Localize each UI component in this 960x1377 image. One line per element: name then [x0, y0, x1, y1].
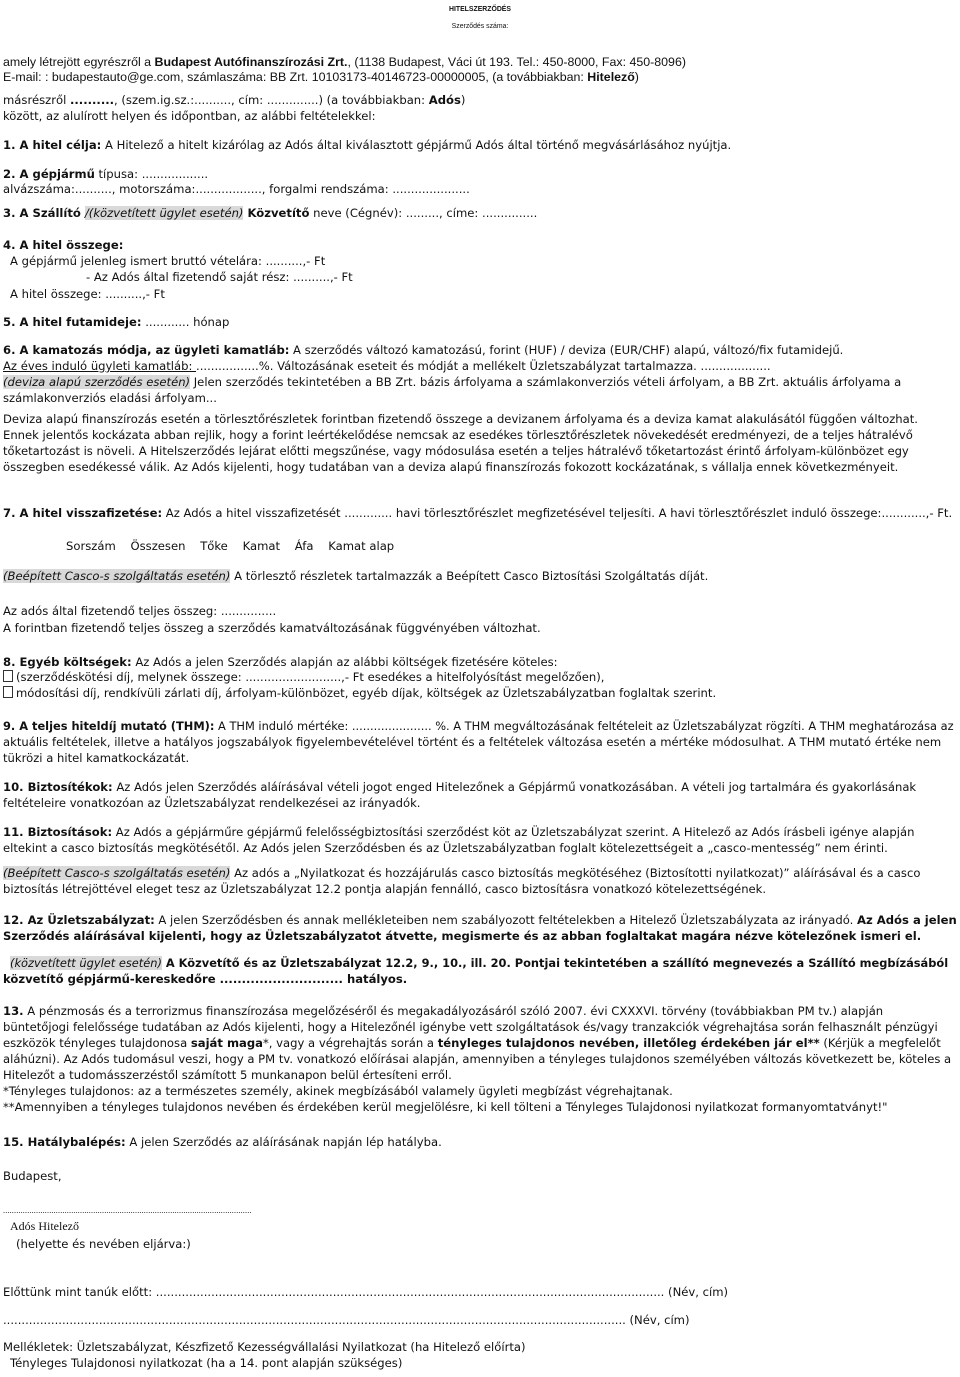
borrower-role: Adós — [428, 93, 461, 107]
section-heading: 10. Biztosítékok: — [3, 780, 113, 794]
loan-amount: A hitel összege: ..........,- Ft — [10, 287, 165, 301]
section-text: eszközök tényleges tulajdonosa — [3, 1036, 191, 1050]
section-text: Az Adós jelen Szerződés aláírásával vételi jogot enged Hitelezőnek a Gépjármű vonatkozásában. A vételi jog tartalmára és gyakorlásának — [112, 780, 917, 794]
section-3 — [3, 206, 537, 221]
table-header-cell: Sorszám — [66, 539, 116, 553]
section-heading: 13. — [3, 1004, 24, 1018]
insurance-line-2: eltekint a casco biztosítás megkötésétől. Az Adós jelen Szerződésben és az Üzletszabályzatban foglalt kötelezettségeit a „casco-mentesség” nem érinti. — [3, 841, 888, 855]
section-heading: 3. A Szállító — [3, 206, 85, 220]
initial-rate-value: .................%. Változásának eseteit és módját a mellékelt Üzletszabályzat tartalmazza. ................... — [196, 359, 771, 373]
footnote-2: **Amennyiben a tényleges tulajdonos nevében és érdekében kerül megjelölésre, ki kell tölteni a Tényleges Tulajdonosi nyilatkozat formanyomtatványt!" — [3, 1100, 888, 1114]
intermediary-label: Közvetítő — [243, 206, 310, 220]
witness-line-2: ......................................................................................................................................................................... (Név, cím) — [3, 1313, 690, 1327]
section-bold-text: Az Adós a jelen — [857, 913, 957, 927]
fee-text: módosítási díj, rendkívüli zárlati díj, árfolyam-különbözet, egyéb díjak, költségek az Üzletszabályzatban foglaltak szerint. — [16, 686, 717, 700]
thm-line-3: tükrözi a hitel kamatkockázatát. — [3, 751, 190, 765]
signature-line: ................................................................................................................. — [3, 1206, 252, 1215]
section-heading: 5. A hitel futamideje: — [3, 315, 142, 329]
insurance-casco-line — [3, 866, 920, 881]
section-8 — [3, 655, 558, 670]
section-13 — [3, 1004, 883, 1019]
total-payable-note: A forintban fizetendő teljes összeg a szerződés kamatváltozásának függvényében változhat. — [3, 621, 541, 635]
footnote-1: *Tényleges tulajdonos: az a természetes személy, akinek megbízásából valamely ügyleti megbízást végrehajtanak. — [3, 1084, 673, 1098]
fx-loan-highlight: (deviza alapú szerződés esetén) — [3, 375, 191, 389]
section-text: Jelen szerződés tekintetében a BB Zrt. bázis árfolyama a számlakonverziós vételi árfolyam, a BB Zrt. aktuális árfolyama a — [190, 375, 902, 389]
fee-item-1 — [3, 670, 604, 685]
section-text: A jelen Szerződés az aláírásának napján lép hatályba. — [125, 1135, 442, 1149]
section-heading: 4. A hitel összege: — [3, 238, 124, 252]
fee-text: (szerződéskötési díj, melynek összege: ..........................,- Ft esedékes a hitelfolyósítást megelőzően), — [16, 670, 605, 684]
contract-number-label: Szerződés száma: — [451, 23, 509, 30]
supplier-name-address: neve (Cégnév): ........., címe: ............... — [309, 206, 538, 220]
own-contribution: - Az Adós által fizetendő saját rész: ..........,- Ft — [86, 270, 353, 284]
section-heading: 12. Az Üzletszabályzat: — [3, 913, 155, 927]
checkbox-icon[interactable] — [3, 670, 13, 682]
section-4-heading — [3, 238, 123, 253]
section-heading: 7. A hitel visszafizetése: — [3, 506, 163, 520]
casco-line — [3, 569, 708, 584]
section-1 — [3, 138, 731, 153]
section-text: Az Adós a gépjárműre gépjármű felelősségbiztosítási szerződést köt az Üzletszabályzat szerint. A Hitelező az Adós írásbeli igénye alapján — [112, 825, 915, 839]
section-bold-text: tényleges tulajdonos nevében, illetőleg érdekében jár el** — [437, 1036, 820, 1050]
vehicle-identifiers: alvázszáma:.........., motorszáma:.................., forgalmi rendszáma: ..................... — [3, 182, 470, 196]
section-11 — [3, 825, 914, 840]
section-bold-text: Szerződés aláírásával kijelenti, hogy az Üzletszabályzatot átvette, megismerte és az abban foglaltakat magára nézve kötelezőnek ismeri el. — [3, 929, 922, 943]
fx-risk-line-1: Deviza alapú finanszírozás esetén a törlesztőrészletek forintban fizetendő összege a devizanem árfolyama és a deviza kamat alakulásától függően változhat. — [3, 412, 918, 426]
section-text: A jelen Szerződésben és annak mellékleteiben nem szabályozott feltételekben a Hitelező Üzletszabályzata az irányadó. — [154, 913, 858, 927]
brokered-deal-highlight: (közvetített ügylet esetén) — [10, 956, 162, 970]
section-7 — [3, 506, 952, 521]
aml-line-5: Hitelezőt a tudomásszerzéstől számított 5 munkanapon belül értesíteni erről. — [3, 1068, 452, 1082]
section-heading: 9. A teljes hiteldíj mutató (THM): — [3, 719, 215, 733]
document-title: HITELSZERZŐDÉS — [448, 6, 512, 13]
section-text: A szerződés változó kamatozású, forint (HUF) / deviza (EUR/CHF) alapú, változó/fix futamidejű. — [289, 343, 844, 357]
vehicle-type: típusa: .................. — [94, 167, 209, 181]
borrower-id-address: , (szem.ig.sz.:.........., cím: ..............) (a továbbiakban: — [114, 93, 429, 107]
collateral-line-2: feltételeire vonatkozóan az Üzletszabályzat rendelkezései az irányadók. — [3, 796, 421, 810]
repayment-table-header — [66, 539, 394, 554]
interest-rate-line — [3, 359, 771, 374]
creditor-signatory: Adós Hitelező — [10, 1219, 79, 1233]
section-bold-text: közvetítő gépjármű-kereskedőre ............................ hatályos. — [3, 972, 408, 986]
section-text: A pénzmosás és a terrorizmus finanszírozása megelőzéséről és megakadályozásáról szóló 2007. évi CXXXVI. törvény (továbbiakban PM tv.) alapján — [23, 1004, 884, 1018]
intro-line-1 — [3, 55, 686, 70]
vehicle-price: A gépjármű jelenleg ismert bruttó vételára: ..........,- Ft — [10, 254, 326, 268]
attachments-line-1: Mellékletek: Üzletszabályzat, Készfizető Kezességvállalási Nyilatkozat (ha Hitelező előírta) — [3, 1340, 526, 1354]
fee-item-2 — [3, 686, 716, 701]
section-heading: 6. A kamatozás módja, az ügyleti kamatláb: — [3, 343, 290, 357]
intro-line-2 — [3, 70, 639, 85]
thm-line-2: aktuális feltételek, illetve a hatályos jogszabályok figyelembevételével történt és a feltételek változása esetén a mértéke módosulhat. A THM mutató értéke nem — [3, 735, 942, 749]
borrower-name-blank: .......... — [69, 93, 115, 107]
section-text: (Kérjük a megfelelőt — [819, 1036, 941, 1050]
table-header-cell: Kamat — [242, 539, 281, 553]
intro-text: amely létrejött egyrészről a — [3, 55, 155, 69]
section-2 — [3, 167, 208, 182]
initial-rate-label: Az éves induló ügyleti kamatláb: — [3, 359, 197, 373]
attachments-line-2: Tényleges Tulajdonosi nyilatkozat (ha a 14. pont alapján szükséges) — [10, 1356, 403, 1370]
section-15 — [3, 1135, 442, 1150]
terms-acceptance — [3, 929, 921, 944]
table-header-cell: Tőke — [200, 539, 228, 553]
intro-text: ) — [634, 70, 639, 84]
intermediary-terms-2 — [3, 972, 407, 987]
lender-address: , (1138 Budapest, Váci út 193. Tel.: 450-8000, Fax: 450-8096) — [347, 55, 686, 69]
table-header-cell: Kamat alap — [328, 539, 395, 553]
section-10 — [3, 780, 916, 795]
fx-risk-line-2: Ennek jelentős kockázata abban rejlik, hogy a forint leértékelődése nemcsak az esedékes törlesztőrészletek növekedését eredményezi, de a teljes hátralévő — [3, 428, 913, 442]
insurance-line-4: biztosítás létrejöttével eleget tesz az Üzletszabályzat 12.2 pontja alapján fennálló, casco biztosításra vonatkozó kötelezettségének. — [3, 882, 767, 896]
total-payable: Az adós által fizetendő teljes összeg: ............... — [3, 604, 277, 618]
intro-line-4: között, az alulírott helyen és időpontban, az alábbi feltételekkel: — [3, 109, 376, 123]
intermediary-terms — [10, 956, 948, 971]
brokered-deal-highlight: /(közvetített ügylet esetén) — [84, 206, 244, 220]
loan-term: ............ hónap — [145, 315, 230, 329]
section-text: Az Adós a jelen Szerződés alapján az alábbi költségek fizetésére köteles: — [131, 655, 558, 669]
section-5 — [3, 315, 229, 330]
section-6 — [3, 343, 843, 358]
section-bold-text: saját maga — [190, 1036, 263, 1050]
fx-risk-line-3: tőketartozást is növeli. A Hitelszerződés lejárat előtti megszűnése, vagy módosulása esetén a teljes hátralévő tőketartozást érintő árfolyam-különbözet egy — [3, 444, 909, 458]
lender-contact: E-mail: : budapestauto@ge.com, számlaszáma: BB Zrt. 10103173-40146723-00000005, (a továbbiakban: — [3, 70, 588, 84]
aml-line-2: büntetőjogi felelőssége tudatában az Adós kijelenti, hogy a Hitelezőnél igénybe vett szolgáltatások és/vagy tranzakciók végrehajtása során felhasznált pénzügyi — [3, 1020, 938, 1034]
section-text: Az adós a „Nyilatkozat és hozzájárulás casco biztosítás megkötéséhez (Biztosítotti nyilatkozat)” aláírásával és a casco — [230, 866, 921, 880]
section-text: *, vagy a végrehajtás során a — [263, 1036, 438, 1050]
casco-highlight: (Beépített Casco-s szolgáltatás esetén) — [3, 569, 231, 583]
table-header-cell: Összesen — [130, 539, 186, 553]
aml-line-4: aláhúzni). Az Adós tudomásul veszi, hogy a PM tv. vonatkozó előírásai alapján, amennyiben a tényleges tulajdonos személyében változás következett be, köteles a — [3, 1052, 952, 1066]
section-text: A THM induló mértéke: ...................... %. A THM megváltozásának feltételeit az Üzletszabályzat rögzíti. A THM meghatározása az — [214, 719, 954, 733]
section-heading: 1. A hitel célja: — [3, 138, 102, 152]
fx-rate-line — [3, 375, 901, 390]
signing-place: Budapest, — [3, 1169, 62, 1183]
checkbox-icon[interactable] — [3, 686, 13, 698]
section-heading: 11. Biztosítások: — [3, 825, 113, 839]
aml-line-3 — [3, 1036, 941, 1051]
lender-role: Hitelező — [587, 70, 635, 84]
casco-highlight: (Beépített Casco-s szolgáltatás esetén) — [3, 866, 231, 880]
intro-text: másrészről — [3, 93, 70, 107]
section-12 — [3, 913, 957, 928]
intro-text: ) — [460, 93, 466, 107]
section-text: Az Adós a hitel visszafizetését ............. havi törlesztőrészlet megfizetésével teljesíti. A havi törlesztőrészlet induló összege:............,- Ft. — [162, 506, 953, 520]
section-bold-text: A Közvetítő és az Üzletszabályzat 12.2, 9., 10., ill. 20. Pontjai tekintetében a szállító megnevezés a Szállító megbízásából — [161, 956, 949, 970]
lender-name: Budapest Autófinanszírozási Zrt. — [154, 55, 348, 69]
intro-line-3 — [3, 93, 465, 108]
section-heading: 15. Hatálybalépés: — [3, 1135, 126, 1149]
fx-risk-line-4: összegben esedékessé válik. Az Adós kijelenti, hogy tudatában van a deviza alapú finanszírozás fokozott kockázatának, s vállalja ennek következményeit. — [3, 460, 899, 474]
section-heading: 8. Egyéb költségek: — [3, 655, 132, 669]
witness-line-1: Előttünk mint tanúk előtt: .......................................................................................................................................... (Név, cím) — [3, 1285, 729, 1299]
section-text: A törlesztő részletek tartalmazzák a Beépített Casco Biztosítási Szolgáltatás díját. — [230, 569, 709, 583]
creditor-signatory-note: (helyette és nevében eljárva:) — [16, 1237, 191, 1251]
section-text: A Hitelező a hitelt kizárólag az Adós által kiválasztott gépjármű Adós által történő megvásárlásához nyújtja. — [101, 138, 732, 152]
fx-rate-line-2: számlakonverziós eladási árfolyam... — [3, 391, 217, 405]
section-9 — [3, 719, 954, 734]
section-heading: 2. A gépjármű — [3, 167, 95, 181]
table-header-cell: Áfa — [294, 539, 314, 553]
